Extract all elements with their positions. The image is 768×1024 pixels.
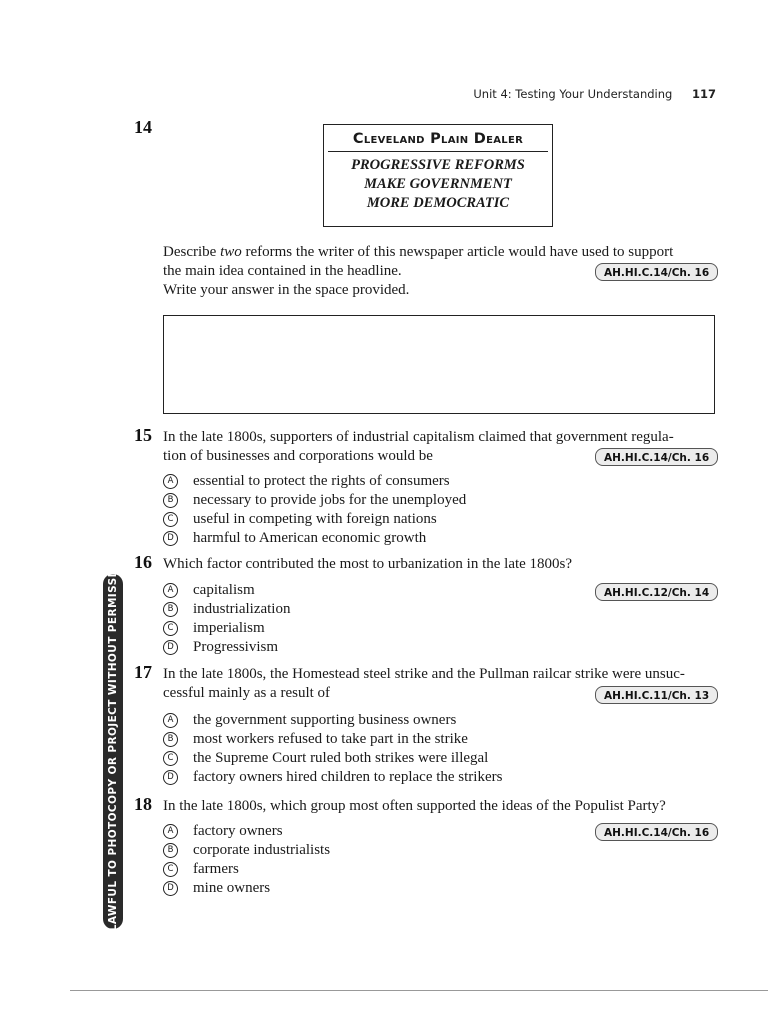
choice-b[interactable] — [163, 841, 330, 860]
choice-d[interactable] — [163, 768, 502, 787]
bubble-b[interactable]: B — [163, 602, 178, 617]
choice-text: capitalism — [193, 582, 255, 598]
choice-c[interactable] — [163, 749, 502, 768]
choice-d[interactable] — [163, 529, 466, 548]
question-18-choices — [163, 822, 330, 898]
page-number: 117 — [691, 87, 716, 101]
question-number-17: 17 — [134, 662, 152, 682]
newspaper-headline-box — [323, 124, 553, 227]
choice-a[interactable] — [163, 711, 502, 730]
standard-badge-q18: AH.HI.C.14/Ch. 16 — [595, 823, 718, 841]
question-18-stem — [163, 797, 723, 816]
running-head — [473, 87, 716, 101]
choice-text: essential to protect the rights of consumers — [193, 473, 450, 489]
bubble-d[interactable]: D — [163, 531, 178, 546]
stem-line: Which factor contributed the most to urbanization in the late 1800s? — [163, 556, 573, 572]
bubble-a[interactable]: A — [163, 713, 178, 728]
unit-title: Unit 4: Testing Your Understanding — [473, 87, 673, 101]
choice-a[interactable] — [163, 581, 290, 600]
bubble-d[interactable]: D — [163, 640, 178, 655]
choice-text: most workers refused to take part in the strike — [193, 731, 468, 747]
choice-text: necessary to provide jobs for the unemployed — [193, 492, 467, 508]
bubble-c[interactable]: C — [163, 621, 178, 636]
choice-text: the Supreme Court ruled both strikes were illegal — [193, 750, 489, 766]
question-14-instruction: Write your answer in the space provided. — [163, 282, 410, 298]
choice-text: useful in competing with foreign nations — [193, 511, 437, 527]
answer-input-box[interactable] — [163, 315, 715, 414]
bubble-c[interactable]: C — [163, 862, 178, 877]
copyright-side-tab — [103, 554, 123, 949]
question-14-prompt-line-2: the main idea contained in the headline. — [163, 263, 402, 279]
bubble-a[interactable]: A — [163, 583, 178, 598]
bottom-rule — [70, 990, 768, 991]
choice-c[interactable] — [163, 510, 466, 529]
question-16-stem — [163, 555, 723, 574]
bubble-b[interactable]: B — [163, 843, 178, 858]
choice-c[interactable] — [163, 619, 290, 638]
bubble-d[interactable]: D — [163, 881, 178, 896]
choice-d[interactable] — [163, 638, 290, 657]
choice-text: industrialization — [193, 601, 291, 617]
choice-text: factory owners — [193, 823, 283, 839]
headline-line-3: MORE DEMOCRATIC — [366, 195, 510, 211]
choice-b[interactable] — [163, 730, 502, 749]
choice-text: Progressivism — [193, 639, 279, 655]
standard-badge-q17: AH.HI.C.11/Ch. 13 — [595, 686, 718, 704]
stem-line: tion of businesses and corporations would be — [163, 448, 433, 464]
prompt-text: Describe — [163, 244, 221, 260]
question-17-choices — [163, 711, 502, 787]
choice-c[interactable] — [163, 860, 330, 879]
question-number-15: 15 — [134, 425, 152, 445]
stem-line: In the late 1800s, supporters of industrial capitalism claimed that government regula- — [163, 429, 674, 445]
standard-badge-q14: AH.HI.C.14/Ch. 16 — [595, 263, 718, 281]
standard-badge-q16: AH.HI.C.12/Ch. 14 — [595, 583, 718, 601]
choice-d[interactable] — [163, 879, 330, 898]
bubble-d[interactable]: D — [163, 770, 178, 785]
question-number-16: 16 — [134, 552, 152, 572]
copyright-notice: UNLAWFUL TO PHOTOCOPY OR PROJECT WITHOUT PERMISSION — [107, 554, 119, 949]
choice-text: farmers — [193, 861, 239, 877]
question-number-18: 18 — [134, 794, 152, 814]
choice-a[interactable] — [163, 822, 330, 841]
question-14-prompt-line-1 — [163, 243, 723, 262]
bubble-b[interactable]: B — [163, 732, 178, 747]
bubble-c[interactable]: C — [163, 751, 178, 766]
choice-text: harmful to American economic growth — [193, 530, 427, 546]
bubble-c[interactable]: C — [163, 512, 178, 527]
choice-b[interactable] — [163, 600, 290, 619]
bubble-a[interactable]: A — [163, 824, 178, 839]
standard-badge-q15: AH.HI.C.14/Ch. 16 — [595, 448, 718, 466]
choice-text: imperialism — [193, 620, 265, 636]
question-15-choices — [163, 472, 466, 548]
choice-text: factory owners hired children to replace the strikers — [193, 769, 503, 785]
choice-a[interactable] — [163, 472, 466, 491]
bubble-a[interactable]: A — [163, 474, 178, 489]
headline-line-2: MAKE GOVERNMENT — [364, 176, 512, 192]
question-16-choices — [163, 581, 290, 657]
newspaper-name: Cleveland Plain Dealer — [328, 125, 548, 152]
choice-text: the government supporting business owners — [193, 712, 457, 728]
choice-text: mine owners — [193, 880, 271, 896]
choice-b[interactable] — [163, 491, 466, 510]
prompt-emphasis: two — [220, 244, 242, 260]
stem-line: In the late 1800s, which group most often supported the ideas of the Populist Party? — [163, 798, 666, 814]
headline-line-1: PROGRESSIVE REFORMS — [351, 157, 525, 173]
choice-text: corporate industrialists — [193, 842, 331, 858]
prompt-text: reforms the writer of this newspaper article would have used to support — [241, 244, 674, 260]
bubble-b[interactable]: B — [163, 493, 178, 508]
stem-line: In the late 1800s, the Homestead steel strike and the Pullman railcar strike were unsuc- — [163, 666, 685, 682]
newspaper-headline — [324, 152, 552, 213]
stem-line: cessful mainly as a result of — [163, 685, 331, 701]
question-number-14: 14 — [134, 117, 152, 137]
